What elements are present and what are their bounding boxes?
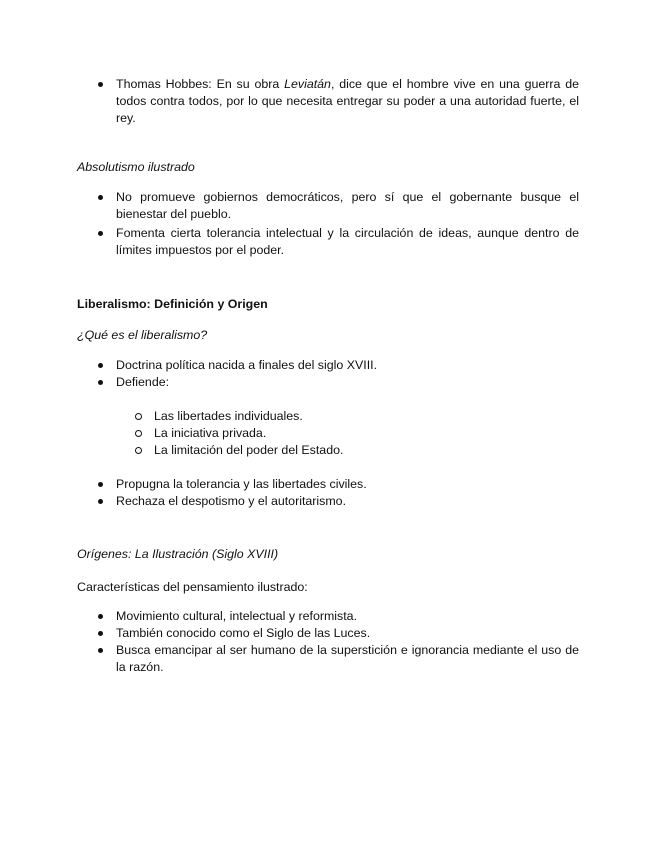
list-item: Busca emancipar al ser humano de la superstición e ignorancia mediante el uso de la razón.: [97, 642, 579, 676]
section-heading-origenes: Orígenes: La Ilustración (Siglo XVIII): [77, 547, 279, 561]
section-heading-absolutismo: Absolutismo ilustrado: [77, 160, 195, 174]
liberalismo-list-b: [97, 476, 579, 510]
list-item: Doctrina política nacida a finales del siglo XVIII.: [97, 357, 579, 374]
list-item: [97, 76, 579, 127]
defiende-sublist: [135, 408, 575, 459]
list-item: Rechaza el despotismo y el autoritarismo.: [97, 493, 579, 510]
question-heading: ¿Qué es el liberalismo?: [77, 328, 208, 342]
list-item: También conocido como el Siglo de las Luces.: [97, 625, 579, 642]
hobbes-list: [97, 76, 579, 127]
list-item: Propugna la tolerancia y las libertades civiles.: [97, 476, 579, 493]
list-item: No promueve gobiernos democráticos, pero sí que el gobernante busque el bienestar del pueblo.: [97, 189, 579, 223]
list-item: Movimiento cultural, intelectual y reformista.: [97, 608, 579, 625]
section-title-liberalismo: Liberalismo: Definición y Origen: [77, 297, 268, 311]
origenes-list: [97, 608, 579, 676]
origenes-intro: Características del pensamiento ilustrado:: [77, 580, 308, 594]
hobbes-text-suffix: , dice que el hombre vive en una guerra de todos contra todos, por lo que necesita entregar su poder a una autoridad fuerte, el rey.: [116, 77, 579, 125]
liberalismo-list-a: [97, 357, 579, 391]
hobbes-work-title: Leviatán: [284, 77, 331, 91]
sub-list-item: Las libertades individuales.: [135, 408, 575, 425]
list-item: Defiende:: [97, 374, 579, 391]
list-item: Fomenta cierta tolerancia intelectual y la circulación de ideas, aunque dentro de límites impuestos por el poder.: [97, 225, 579, 259]
absolutismo-list: [97, 189, 579, 259]
hobbes-text-prefix: Thomas Hobbes: En su obra: [116, 77, 285, 91]
sub-list-item: La iniciativa privada.: [135, 425, 575, 442]
sub-list-item: La limitación del poder del Estado.: [135, 442, 575, 459]
